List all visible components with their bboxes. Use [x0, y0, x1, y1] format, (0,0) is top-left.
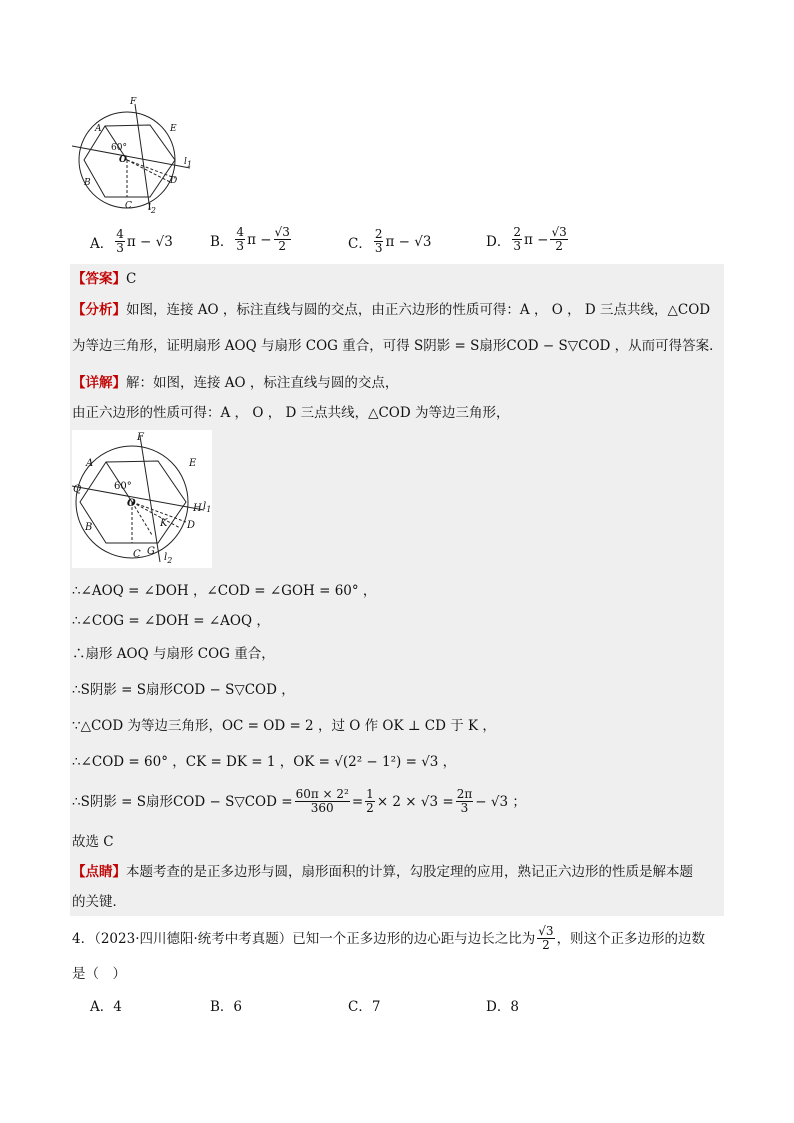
detail-text-1: 解：如图，连接 AO ，标注直线与圆的交点， — [126, 375, 399, 391]
option-b-fraction-2: $\frac{√3}{2}$ — [274, 225, 290, 253]
fig1-label-angle: 60° — [111, 143, 127, 153]
detail-tag: 【详解】 — [72, 375, 126, 391]
fig2-label-C: C — [133, 549, 141, 560]
q4-option-a[interactable]: A．4 — [90, 999, 122, 1015]
final-fraction-1: $\frac{\text{60π × 2²}}{360}$ — [295, 787, 349, 815]
fig1-label-E: E — [170, 124, 177, 134]
choose-line: 故选 C — [72, 834, 114, 850]
fig1-label-F: F — [130, 97, 137, 107]
q4-option-b[interactable]: B．6 — [210, 999, 243, 1015]
fig2-label-Q: Q — [73, 484, 82, 495]
analysis-line-2: 为等边三角形，证明扇形 AOQ 与扇形 COG 重合，可得 S阴影 = S扇形COD − S▽COD ，从而可得答案． — [72, 338, 723, 354]
fig2-label-A: A — [86, 458, 94, 469]
final-fraction-2: $\frac{1}{2}$ — [366, 787, 374, 815]
option-d-label: D． — [486, 233, 511, 250]
fig1-label-A: A — [95, 124, 102, 134]
question-4-stem-end: ，则这个正多边形的边数 — [556, 930, 706, 947]
analysis-tag: 【分析】 — [72, 302, 126, 318]
fig2-label-G: G — [147, 546, 155, 557]
final-fraction-3: $\frac{2\pi}{3}$ — [456, 787, 473, 815]
option-c-fraction: $\frac{2}{3}$ — [374, 227, 383, 255]
analysis-line-1 — [72, 301, 710, 319]
fig2-label-K: K — [160, 518, 168, 529]
comment-line-1 — [72, 863, 693, 881]
option-a-fraction: $\frac{4}{3}$ — [116, 227, 124, 255]
fig1-label-l2: l2 — [148, 203, 156, 215]
final-step-tail: − √3 ； — [475, 793, 526, 810]
figure-2-hexagon — [72, 430, 212, 568]
question-4-ratio: $\frac{√3}{2}$ — [538, 924, 554, 952]
question-4-line-2: 是（ ） — [72, 966, 126, 982]
option-c-label: C． — [348, 235, 372, 252]
detail-line-2: 由正六边形的性质可得：A ， O ， D 三点共线，△COD 为等边三角形， — [72, 405, 510, 421]
fig2-label-F: F — [137, 432, 144, 443]
step-1: ∴∠AOQ = ∠DOH ，∠COD = ∠GOH = 60° ， — [72, 583, 377, 599]
option-c[interactable] — [348, 228, 431, 255]
q4-option-c[interactable]: C．7 — [348, 999, 381, 1015]
option-c-tail: π − √3 — [385, 233, 432, 250]
final-step-mid: × 2 × √3 = — [376, 793, 454, 810]
step-3: ∴扇形 AOQ 与扇形 COG 重合， — [72, 646, 275, 662]
fig2-label-B: B — [85, 522, 93, 533]
option-b-fraction: $\frac{4}{3}$ — [236, 225, 245, 253]
option-a-tail: π − √3 — [126, 233, 173, 250]
final-step — [72, 788, 526, 815]
fig1-label-C: C — [125, 201, 132, 211]
fig2-label-O: O — [127, 498, 136, 509]
step-4: ∴S阴影 = S扇形COD − S▽COD ， — [72, 682, 295, 698]
fig2-label-angle: 60° — [114, 481, 132, 492]
fig2-label-D: D — [187, 520, 196, 531]
fig1-label-B: B — [84, 178, 91, 188]
step-2: ∴∠COG = ∠DOH = ∠AOQ ， — [72, 613, 270, 629]
option-b[interactable] — [210, 226, 293, 253]
step-6: ∴∠COD = 60° ，CK = DK = 1 ，OK = √(2² − 1²) = √3 ， — [72, 754, 457, 770]
figure-1-hexagon — [72, 98, 202, 216]
option-a-label: A． — [90, 235, 114, 252]
answer-tag: 【答案】 — [72, 271, 126, 287]
q4-option-d[interactable]: D．8 — [486, 999, 519, 1015]
question-4-line-1 — [72, 925, 705, 952]
analysis-text-1: 如图，连接 AO ，标注直线与圆的交点，由正六边形的性质可得：A ， O ， D 三点共线，△COD — [126, 302, 711, 318]
final-step-lead: ∴S阴影 = S扇形COD − S▽COD = — [72, 793, 293, 810]
step-5: ∵△COD 为等边三角形，OC = OD = 2 ，过 O 作 OK ⊥ CD 于 K ， — [72, 718, 496, 734]
fig1-label-O: O — [119, 155, 127, 165]
comment-line-2: 的关键． — [72, 894, 126, 910]
fig1-label-l1: l1 — [184, 157, 192, 169]
question-4-stem: 4．（2023·四川德阳·统考中考真题）已知一个正多边形的边心距与边长之比为 — [72, 930, 536, 947]
fig2-label-l1: $l_1$ — [203, 501, 212, 514]
option-d-mid: π − — [523, 231, 549, 248]
detail-line-1 — [72, 374, 398, 392]
option-d-fraction-2: $\frac{√3}{2}$ — [551, 225, 567, 253]
final-step-eq: = — [351, 793, 364, 810]
fig1-label-D: D — [170, 176, 178, 186]
option-a[interactable] — [90, 228, 173, 255]
fig2-label-l2: $l_2$ — [164, 552, 173, 565]
option-b-mid: π − — [247, 231, 272, 248]
answer-line — [72, 270, 136, 288]
comment-text-1: 本题考查的是正多边形与圆，扇形面积的计算，勾股定理的应用，熟记正六边形的性质是解本题 — [126, 864, 693, 880]
option-d-fraction: $\frac{2}{3}$ — [513, 225, 521, 253]
answer-text: C — [126, 271, 137, 287]
option-b-label: B． — [210, 233, 234, 250]
fig2-label-E: E — [189, 458, 197, 469]
option-d[interactable] — [486, 226, 570, 253]
fig2-label-H: H — [193, 503, 202, 514]
comment-tag: 【点睛】 — [72, 864, 126, 880]
